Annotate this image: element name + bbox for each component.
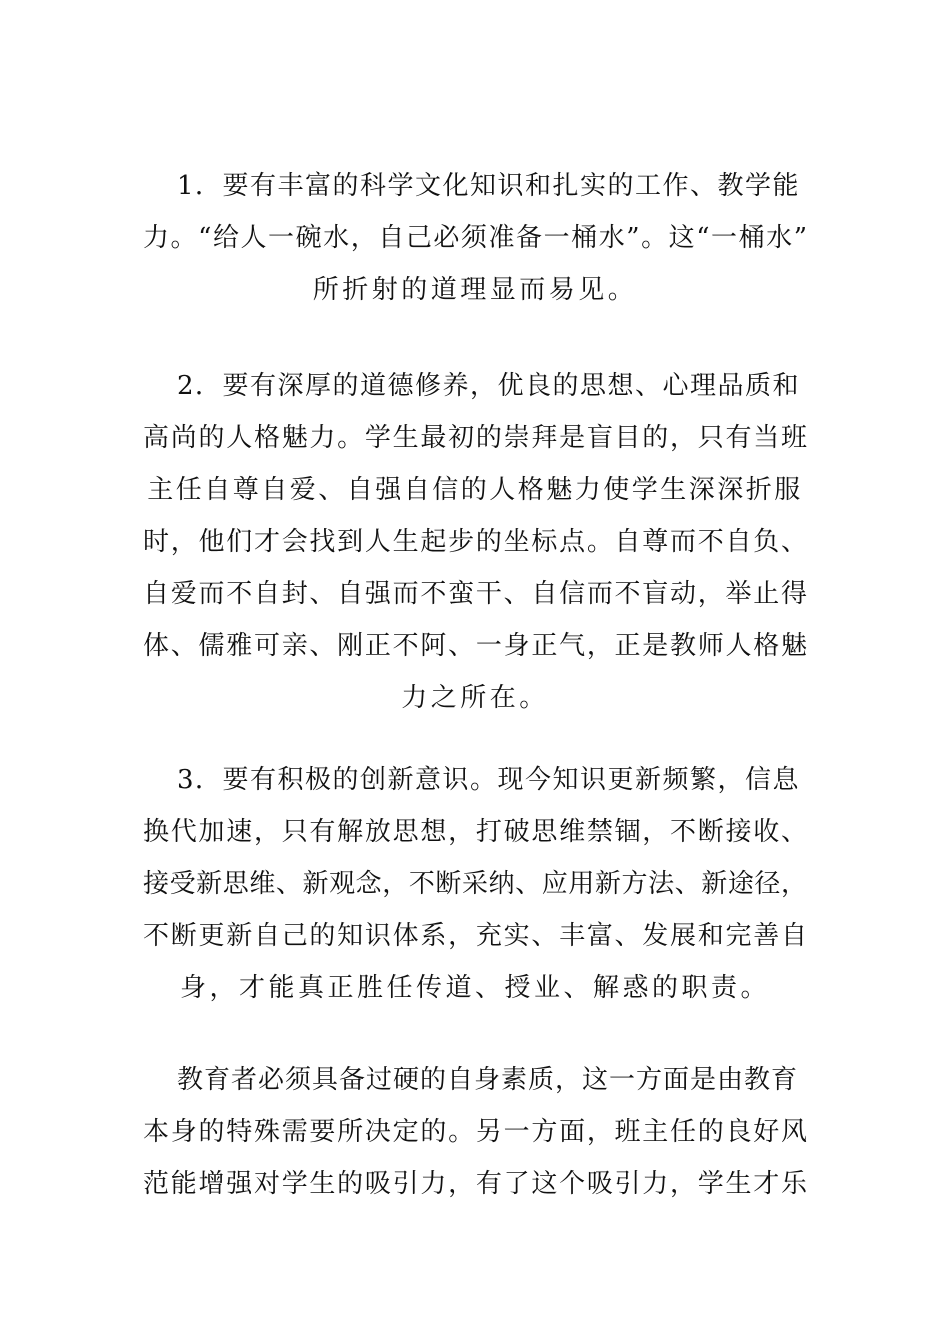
text-line: 2．要有深厚的道德修养，优良的思想、心理品质和	[177, 371, 801, 401]
text-line: 范能增强对学生的吸引力，有了这个吸引力，学生才乐	[143, 1169, 807, 1199]
text-line: 时，他们才会找到人生起步的坐标点。自尊而不自负、	[143, 527, 807, 557]
text-line: 本身的特殊需要所决定的。另一方面，班主任的良好风	[143, 1117, 807, 1147]
text-line: 力。“给人一碗水，自己必须准备一桶水”。这“一桶水”	[143, 223, 807, 253]
text-line: 主任自尊自爱、自强自信的人格魅力使学生深深折服	[147, 475, 803, 505]
text-line: 接受新思维、新观念，不断采纳、应用新方法、新途径，	[143, 869, 807, 899]
text-line: 不断更新自己的知识体系，充实、丰富、发展和完善自	[143, 921, 807, 951]
text-line: 3．要有积极的创新意识。现今知识更新频繁，信息	[177, 765, 801, 795]
paragraph-innovation	[143, 754, 807, 1014]
text-line: 高尚的人格魅力。学生最初的崇拜是盲目的，只有当班	[143, 423, 807, 453]
text-line: 体、儒雅可亲、刚正不阿、一身正气，正是教师人格魅	[143, 631, 807, 661]
paragraph-morality	[143, 360, 807, 724]
text-line: 身，才能真正胜任传道、授业、解惑的职责。	[179, 973, 770, 1003]
paragraph-summary	[143, 1054, 807, 1210]
text-line: 1．要有丰富的科学文化知识和扎实的工作、教学能	[177, 171, 801, 201]
text-line: 换代加速，只有解放思想，打破思维禁锢，不断接收、	[143, 817, 807, 847]
text-line: 力之所在。	[401, 683, 549, 713]
text-line: 所折射的道理显而易见。	[312, 275, 638, 305]
text-line: 教育者必须具备过硬的自身素质，这一方面是由教育	[177, 1065, 799, 1095]
paragraph-knowledge	[143, 160, 807, 316]
text-line: 自爱而不自封、自强而不蛮干、自信而不盲动，举止得	[143, 579, 807, 609]
